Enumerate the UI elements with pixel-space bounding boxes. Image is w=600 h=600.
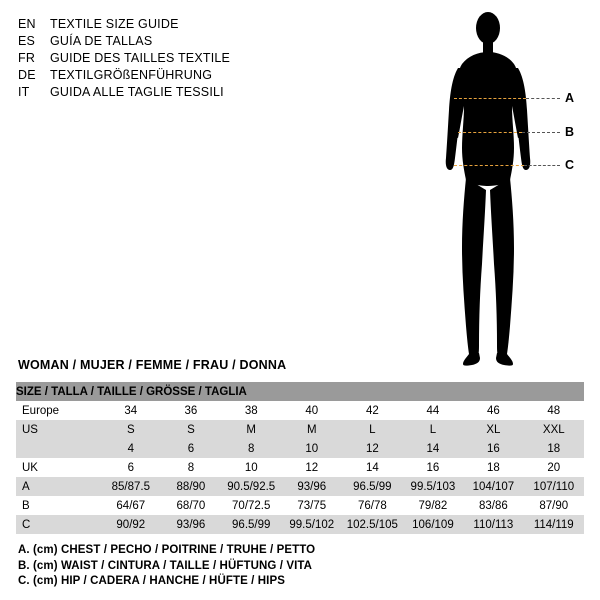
table-cell: 38 xyxy=(221,401,282,420)
language-code: DE xyxy=(18,68,36,82)
table-cell: 34 xyxy=(101,401,161,420)
table-cell: 48 xyxy=(524,401,584,420)
table-cell: 64/67 xyxy=(101,496,161,515)
table-cell: 93/96 xyxy=(161,515,221,534)
table-cell: S xyxy=(101,420,161,439)
table-cell: 44 xyxy=(403,401,463,420)
table-cell: 90/92 xyxy=(101,515,161,534)
measure-leader-a xyxy=(526,98,560,99)
table-cell: 85/87.5 xyxy=(101,477,161,496)
table-cell: 16 xyxy=(463,439,523,458)
table-cell: 46 xyxy=(463,401,523,420)
table-row xyxy=(16,458,584,477)
table-cell: XXL xyxy=(524,420,584,439)
row-label: A xyxy=(16,477,101,496)
table-cell: 96.5/99 xyxy=(342,477,403,496)
measure-leader-b xyxy=(522,132,560,133)
table-cell: 99.5/102 xyxy=(282,515,342,534)
table-cell: 12 xyxy=(342,439,403,458)
table-cell: 99.5/103 xyxy=(403,477,463,496)
language-row xyxy=(18,33,318,50)
table-header-row xyxy=(16,382,584,401)
table-cell: 10 xyxy=(282,439,342,458)
language-text: TEXTILE SIZE GUIDE xyxy=(50,17,179,31)
table-cell: 87/90 xyxy=(524,496,584,515)
table-cell: 42 xyxy=(342,401,403,420)
table-cell: 90.5/92.5 xyxy=(221,477,282,496)
table-cell: M xyxy=(221,420,282,439)
female-body-figure xyxy=(400,8,590,368)
table-cell: 110/113 xyxy=(463,515,523,534)
row-label xyxy=(16,439,101,458)
legend-item-a: A. (cm) CHEST / PECHO / POITRINE / TRUHE / PETTO xyxy=(18,544,316,556)
table-cell: S xyxy=(161,420,221,439)
measurement-legend xyxy=(18,543,315,590)
language-text: TEXTILGRÖßENFÜHRUNG xyxy=(50,68,213,82)
table-cell: 68/70 xyxy=(161,496,221,515)
table-cell: 18 xyxy=(524,439,584,458)
table-row xyxy=(16,496,584,515)
table-cell: 114/119 xyxy=(524,515,584,534)
language-code: IT xyxy=(18,85,30,99)
table-cell: 14 xyxy=(342,458,403,477)
table-cell: 96.5/99 xyxy=(221,515,282,534)
table-cell: 8 xyxy=(221,439,282,458)
table-row xyxy=(16,401,584,420)
table-cell: 14 xyxy=(403,439,463,458)
table-cell: 18 xyxy=(463,458,523,477)
language-list xyxy=(18,16,318,101)
table-cell: 6 xyxy=(161,439,221,458)
row-label: C xyxy=(16,515,101,534)
table-cell: 4 xyxy=(101,439,161,458)
legend-item-b: B. (cm) WAIST / CINTURA / TAILLE / HÜFTUNG / VITA xyxy=(18,559,313,572)
language-row xyxy=(18,50,318,67)
language-text: GUÍA DE TALLAS xyxy=(50,34,153,48)
measure-label-c: C xyxy=(565,158,575,172)
table-cell: 12 xyxy=(282,458,342,477)
language-code: EN xyxy=(18,17,36,31)
table-cell: 8 xyxy=(161,458,221,477)
measure-line-c xyxy=(454,165,524,166)
female-silhouette-icon xyxy=(400,8,590,368)
table-cell: 10 xyxy=(221,458,282,477)
language-row xyxy=(18,67,318,84)
table-cell: 79/82 xyxy=(403,496,463,515)
row-label: US xyxy=(16,420,101,439)
table-cell: XL xyxy=(463,420,523,439)
measure-label-b: B xyxy=(565,125,575,139)
table-row xyxy=(16,439,584,458)
measure-label-a: A xyxy=(565,91,575,105)
table-cell: 16 xyxy=(403,458,463,477)
table-cell: L xyxy=(342,420,403,439)
table-cell: 40 xyxy=(282,401,342,420)
legend-item-c: C. (cm) HIP / CADERA / HANCHE / HÜFTE / HIPS xyxy=(18,575,286,587)
table-cell: L xyxy=(403,420,463,439)
language-row xyxy=(18,16,318,33)
row-label: B xyxy=(16,496,101,515)
table-cell: 107/110 xyxy=(524,477,584,496)
table-cell: 88/90 xyxy=(161,477,221,496)
table-row xyxy=(16,420,584,439)
table-cell: 6 xyxy=(101,458,161,477)
table-row xyxy=(16,477,584,496)
size-table xyxy=(16,382,584,534)
measure-line-a xyxy=(454,98,526,99)
table-cell: 102.5/105 xyxy=(342,515,403,534)
measure-leader-c xyxy=(524,165,560,166)
row-label: UK xyxy=(16,458,101,477)
language-text: GUIDE DES TAILLES TEXTILE xyxy=(50,51,231,65)
language-row xyxy=(18,84,318,101)
table-cell: M xyxy=(282,420,342,439)
table-cell: 20 xyxy=(524,458,584,477)
table-cell: 93/96 xyxy=(282,477,342,496)
language-code: ES xyxy=(18,34,36,48)
table-cell: 106/109 xyxy=(403,515,463,534)
measure-line-b xyxy=(458,132,522,133)
row-label: Europe xyxy=(16,401,101,420)
table-cell: 73/75 xyxy=(282,496,342,515)
table-header-label: SIZE / TALLA / TAILLE / GRÖSSE / TAGLIA xyxy=(16,382,584,401)
table-cell: 36 xyxy=(161,401,221,420)
table-cell: 76/78 xyxy=(342,496,403,515)
language-text: GUIDA ALLE TAGLIE TESSILI xyxy=(50,85,224,99)
gender-heading: WOMAN / MUJER / FEMME / FRAU / DONNA xyxy=(18,358,287,372)
table-cell: 83/86 xyxy=(463,496,523,515)
language-code: FR xyxy=(18,51,36,65)
table-cell: 70/72.5 xyxy=(221,496,282,515)
table-cell: 104/107 xyxy=(463,477,523,496)
table-row xyxy=(16,515,584,534)
